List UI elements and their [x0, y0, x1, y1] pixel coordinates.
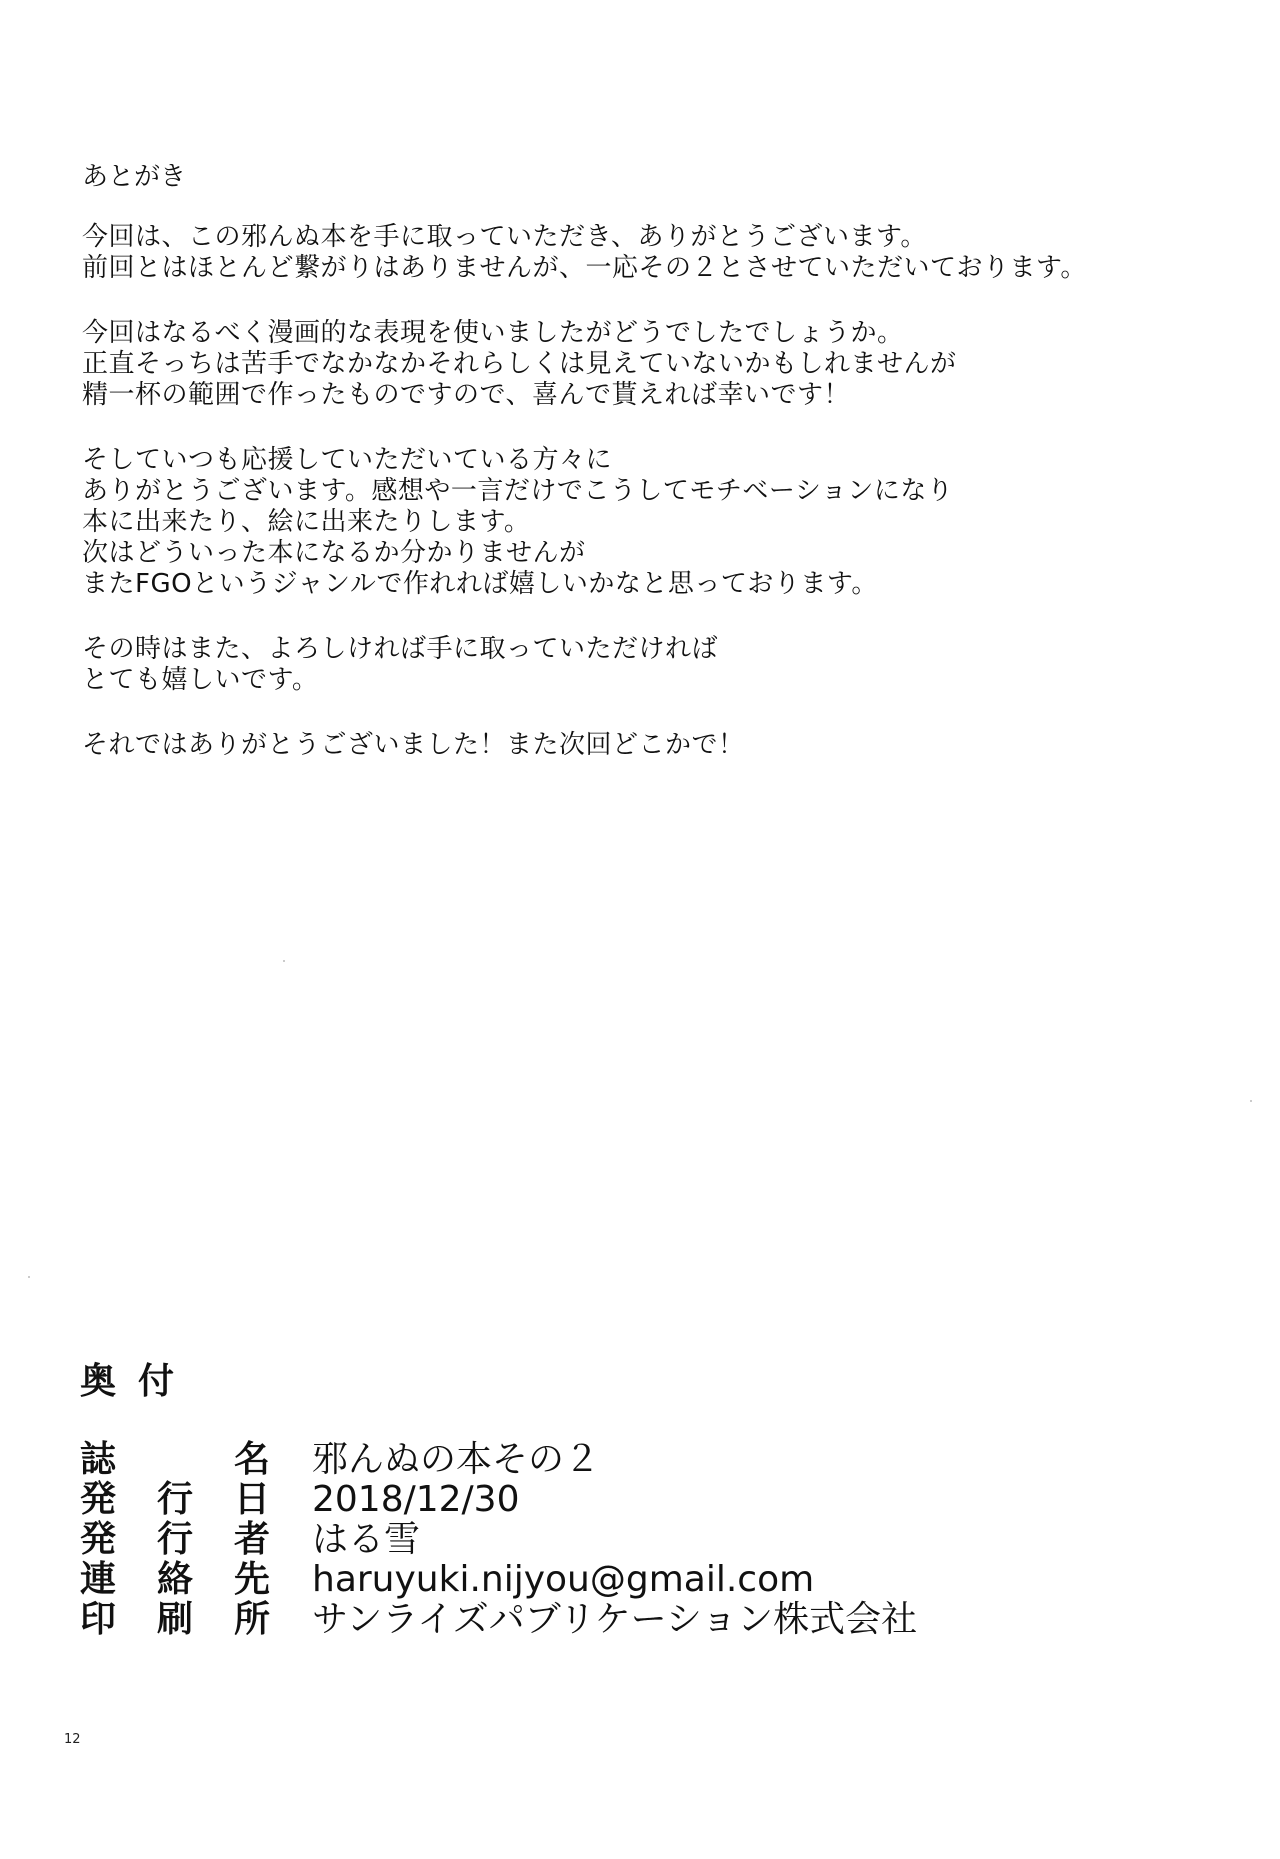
colophon-value: サンライズパブリケーション株式会社 [312, 1599, 918, 1640]
afterword-paragraph [82, 730, 1202, 761]
colophon-label [80, 1520, 270, 1560]
afterword-line: その時はまた、よろしければ手に取っていただければ [82, 634, 719, 664]
colophon-label-char: 印 [80, 1599, 117, 1640]
colophon-label-char: 者 [233, 1519, 270, 1560]
afterword-line: 精一杯の範囲で作ったものですので、喜んで貰えれば幸いです！ [82, 380, 850, 410]
colophon-row-contact [80, 1560, 1200, 1600]
afterword-line: 正直そっちは苦手でなかなかそれらしくは見えていないかもしれませんが [82, 349, 957, 379]
colophon-label-char: 発 [80, 1479, 117, 1520]
colophon-title: 奥付 [80, 1361, 197, 1402]
colophon-value: haruyuki.nijyou@gmail.com [312, 1559, 815, 1600]
afterword-line: またFGOというジャンルで作れれば嬉しいかなと思っております。 [82, 569, 878, 599]
colophon-label-char: 名 [233, 1439, 270, 1480]
colophon-section [80, 1360, 1200, 1640]
colophon-row-date [80, 1480, 1200, 1520]
scan-speck [283, 960, 285, 962]
afterword-line: 今回はなるべく漫画的な表現を使いましたがどうでしたでしょうか。 [82, 318, 904, 348]
colophon-label-char: 行 [156, 1479, 193, 1520]
scan-speck [1250, 1100, 1252, 1102]
colophon-value: はる雪 [312, 1519, 421, 1560]
afterword-line: そしていつも応援していただいている方々に [82, 445, 613, 475]
colophon-label-char: 刷 [156, 1599, 193, 1640]
colophon-value: 邪んぬの本その２ [312, 1439, 601, 1480]
afterword-line: 今回は、この邪んぬ本を手に取っていただき、ありがとうございます。 [82, 222, 927, 252]
colophon-label [80, 1600, 270, 1640]
afterword-paragraph [82, 318, 1202, 411]
colophon-label-char: 発 [80, 1519, 117, 1560]
afterword-line: 前回とはほとんど繋がりはありませんが、一応その２とさせていただいております。 [82, 253, 1087, 283]
afterword-line: 本に出来たり、絵に出来たりします。 [82, 507, 531, 537]
afterword-paragraph [82, 222, 1202, 284]
colophon-label-char: 誌 [80, 1439, 117, 1480]
colophon-row-title [80, 1440, 1200, 1480]
colophon-row-publisher [80, 1520, 1200, 1560]
afterword-line: とても嬉しいです。 [82, 665, 319, 695]
colophon-label [80, 1440, 270, 1480]
page-number: 12 [64, 1732, 81, 1747]
afterword-paragraph [82, 634, 1202, 696]
afterword-paragraph [82, 445, 1202, 600]
colophon-label-char: 連 [80, 1559, 117, 1600]
colophon-label-char: 絡 [156, 1559, 193, 1600]
colophon-row-printer [80, 1600, 1200, 1640]
afterword-line: それではありがとうございました！また次回どこかで！ [82, 730, 745, 760]
scan-speck [28, 1276, 30, 1278]
afterword-title: あとがき [82, 162, 187, 192]
colophon-label [80, 1480, 270, 1520]
colophon-label [80, 1560, 270, 1600]
colophon-label-char: 先 [233, 1559, 270, 1600]
colophon-label-char: 所 [233, 1599, 270, 1640]
colophon-label-char: 行 [156, 1519, 193, 1560]
afterword-line: 次はどういった本になるか分かりませんが [82, 538, 586, 568]
colophon-value: 2018/12/30 [312, 1479, 520, 1520]
afterword-line: ありがとうございます。感想や一言だけでこうしてモチベーションになり [82, 476, 954, 506]
afterword-section [82, 160, 1202, 795]
colophon-label-char: 日 [233, 1479, 270, 1520]
